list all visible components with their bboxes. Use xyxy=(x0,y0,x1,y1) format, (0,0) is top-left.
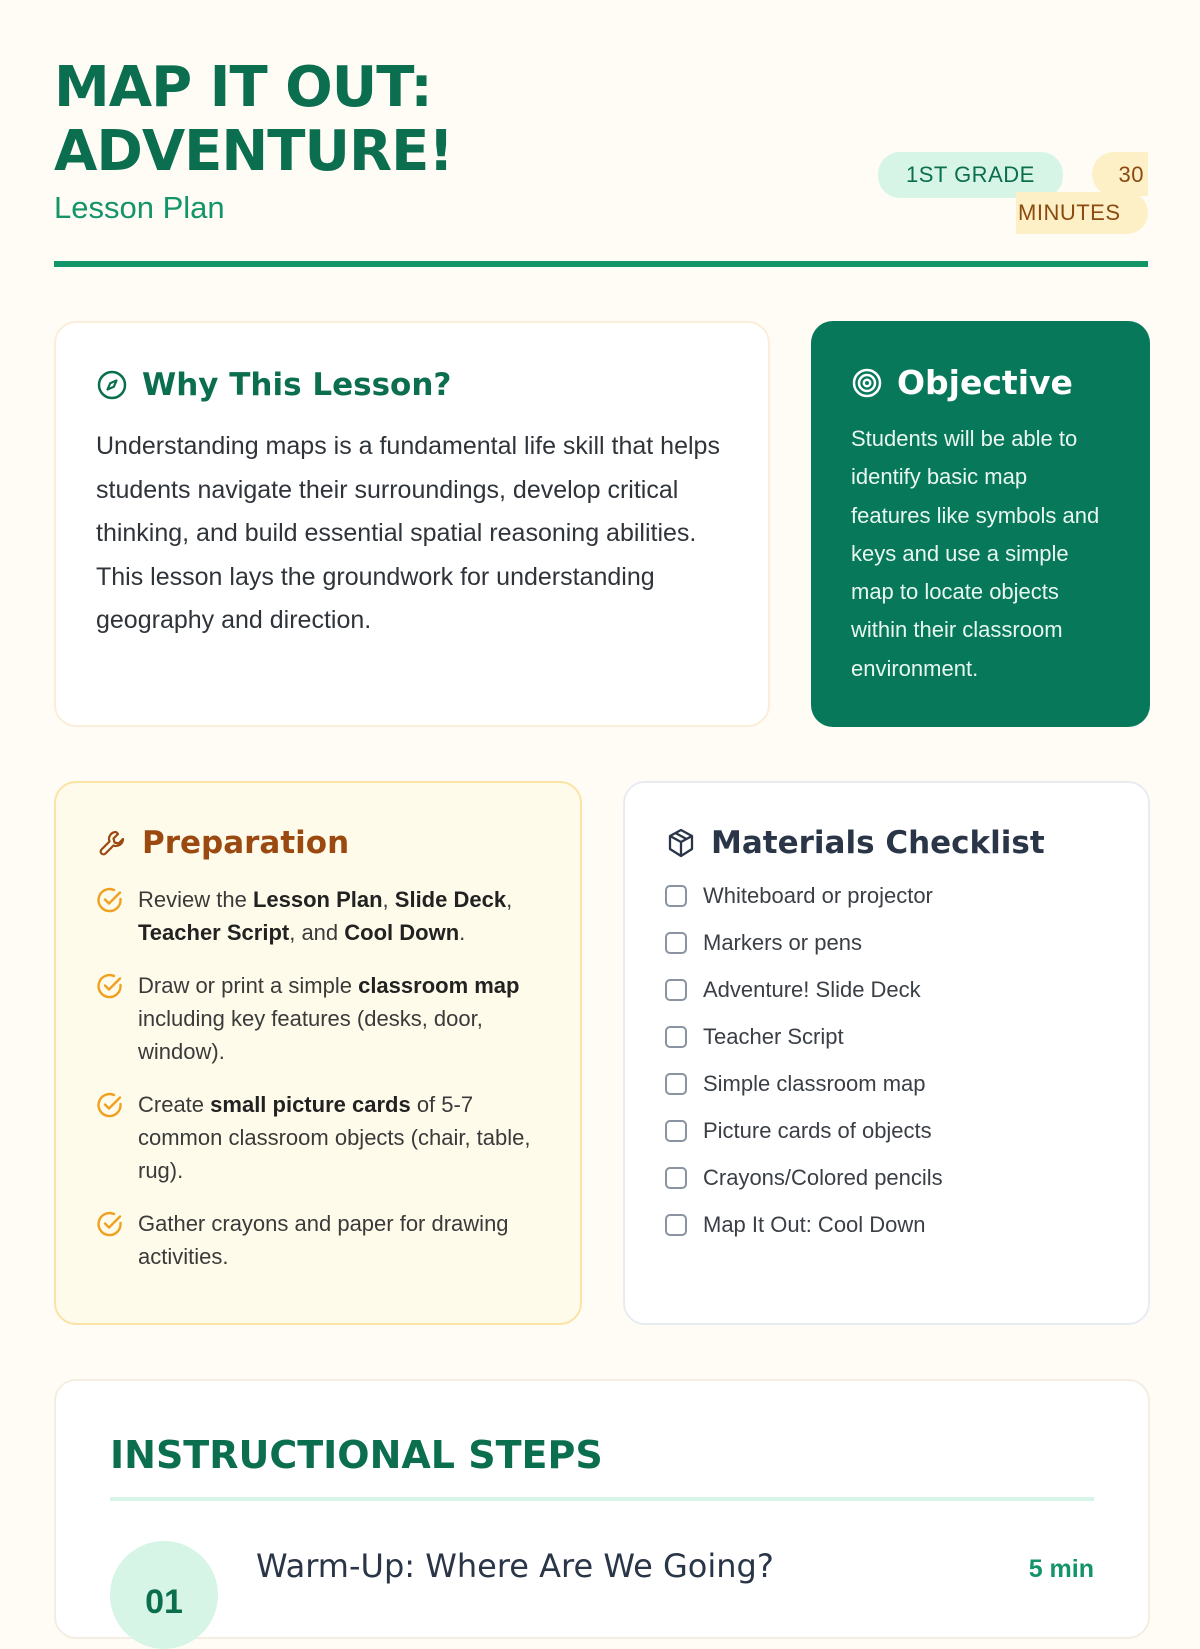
header-divider xyxy=(54,261,1148,267)
material-item xyxy=(665,1210,1108,1240)
why-heading-row xyxy=(96,367,728,403)
materials-list xyxy=(665,881,1108,1240)
material-label: Map It Out: Cool Down xyxy=(703,1212,926,1237)
material-item xyxy=(665,881,1108,911)
step-title: Warm-Up: Where Are We Going? xyxy=(256,1547,774,1585)
check-circle-icon xyxy=(96,1091,124,1119)
target-icon xyxy=(851,367,883,399)
material-item xyxy=(665,975,1108,1005)
preparation-item-text: Review the Lesson Plan, Slide Deck, Teacher Script, and Cool Down. xyxy=(138,887,513,945)
preparation-item xyxy=(96,883,540,949)
step-duration: 5 min xyxy=(1028,1555,1094,1583)
check-circle-icon xyxy=(96,972,124,1000)
objective-heading-row xyxy=(851,363,1110,402)
preparation-item-text: Create small picture cards of 5-7 common classroom objects (chair, table, rug). xyxy=(138,1092,531,1183)
material-label: Whiteboard or projector xyxy=(703,883,933,908)
objective-card xyxy=(811,321,1150,727)
material-item xyxy=(665,1069,1108,1099)
check-circle-icon xyxy=(96,1210,124,1238)
step-number: 01 xyxy=(110,1541,218,1649)
preparation-item-text: Gather crayons and paper for drawing activities. xyxy=(138,1211,509,1269)
header xyxy=(54,56,1148,268)
material-checkbox[interactable] xyxy=(665,932,687,954)
compass-icon xyxy=(96,369,128,401)
objective-body: Students will be able to identify basic map features like symbols and keys and use a simple map to locate objects within their classroom environment. xyxy=(851,426,1100,681)
title-line-2: ADVENTURE! xyxy=(54,119,453,184)
material-label: Crayons/Colored pencils xyxy=(703,1165,943,1190)
steps-divider xyxy=(110,1497,1094,1501)
duration-badge-unit: MINUTES xyxy=(1016,192,1148,234)
preparation-item xyxy=(96,1088,540,1187)
preparation-item xyxy=(96,969,540,1068)
material-label: Adventure! Slide Deck xyxy=(703,977,921,1002)
preparation-card xyxy=(54,781,582,1325)
materials-heading-row xyxy=(665,825,1108,861)
materials-heading: Materials Checklist xyxy=(711,825,1045,861)
duration-badge-number: 30 xyxy=(1092,152,1148,196)
why-card xyxy=(54,321,770,727)
instructional-steps-card xyxy=(54,1379,1150,1639)
why-body: Understanding maps is a fundamental life skill that helps students navigate their surroundings, develop critical thinking, and build essential spatial reasoning abilities. This lesson lays the groundwork for understanding geography and direction. xyxy=(96,432,720,634)
preparation-list xyxy=(96,883,540,1273)
badge-group xyxy=(878,152,1148,242)
preparation-heading-row xyxy=(96,825,540,861)
grade-badge: 1ST GRADE xyxy=(878,152,1063,198)
material-item xyxy=(665,928,1108,958)
why-heading: Why This Lesson? xyxy=(142,367,452,403)
material-item xyxy=(665,1163,1108,1193)
steps-heading: INSTRUCTIONAL STEPS xyxy=(110,1433,603,1477)
material-checkbox[interactable] xyxy=(665,1120,687,1142)
objective-heading: Objective xyxy=(897,363,1073,402)
page-subtitle: Lesson Plan xyxy=(54,190,225,225)
material-label: Teacher Script xyxy=(703,1024,844,1049)
title-line-1: MAP IT OUT: xyxy=(54,55,432,120)
material-item xyxy=(665,1116,1108,1146)
material-checkbox[interactable] xyxy=(665,885,687,907)
materials-card xyxy=(623,781,1150,1325)
duration-badge xyxy=(1018,152,1148,236)
material-checkbox[interactable] xyxy=(665,1167,687,1189)
material-label: Markers or pens xyxy=(703,930,862,955)
preparation-item-text: Draw or print a simple classroom map including key features (desks, door, window). xyxy=(138,973,520,1064)
material-checkbox[interactable] xyxy=(665,1026,687,1048)
material-checkbox[interactable] xyxy=(665,1073,687,1095)
wrench-icon xyxy=(96,827,128,859)
preparation-item xyxy=(96,1207,540,1273)
material-item xyxy=(665,1022,1108,1052)
material-label: Picture cards of objects xyxy=(703,1118,932,1143)
material-checkbox[interactable] xyxy=(665,979,687,1001)
step-row xyxy=(110,1541,1094,1621)
package-icon xyxy=(665,827,697,859)
preparation-heading: Preparation xyxy=(142,825,350,861)
material-label: Simple classroom map xyxy=(703,1071,926,1096)
material-checkbox[interactable] xyxy=(665,1214,687,1236)
check-circle-icon xyxy=(96,886,124,914)
